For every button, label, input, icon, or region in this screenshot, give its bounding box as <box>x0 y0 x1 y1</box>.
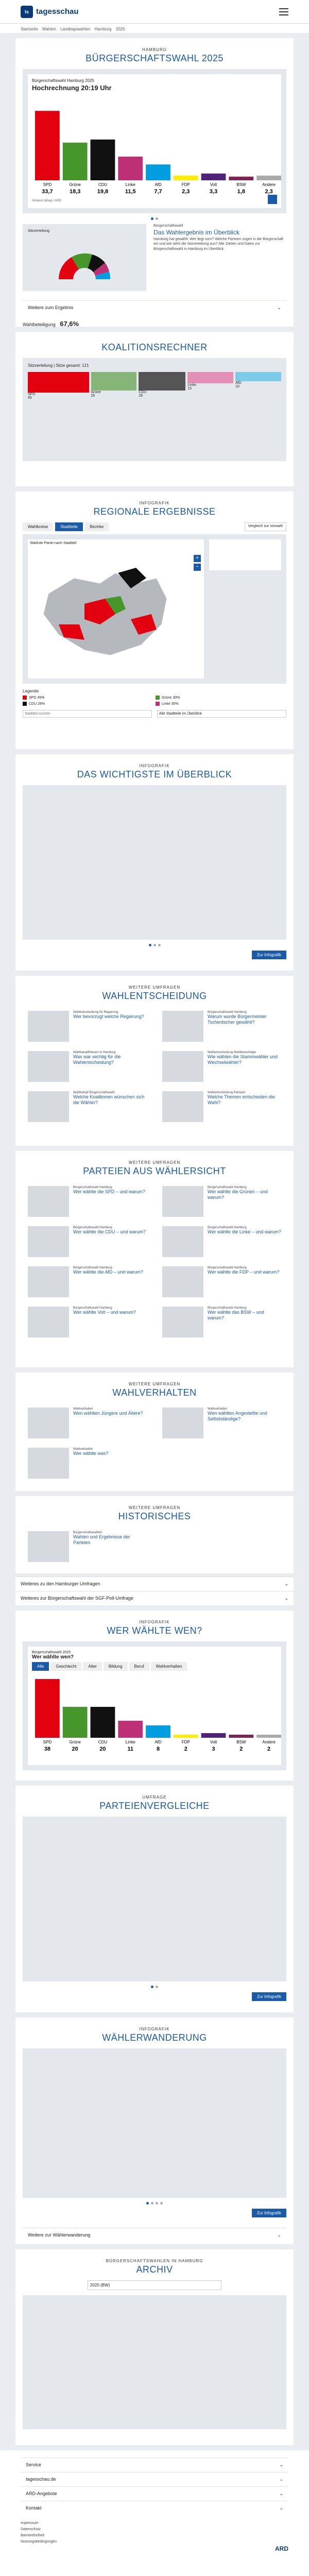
tick-label: Volt <box>210 182 217 187</box>
teaser[interactable]: Wahlentscheidung Parteien Welche Themen entscheiden die Wahl? <box>162 1091 281 1122</box>
result-source: Infratest dimap / ARD <box>32 199 62 202</box>
data-label: 2 <box>239 1746 243 1752</box>
legend-item: Linke 35% <box>156 702 286 706</box>
chevron-down-icon: ⌄ <box>284 1596 288 1601</box>
who-voted-chart-sub: Wer wählte wen? <box>32 1654 74 1660</box>
result-chart-card <box>23 69 286 213</box>
tick-label: CDU <box>98 1740 108 1744</box>
info-title: Das Wahlergebnis im Überblick <box>153 229 239 236</box>
migration-title: WÄHLERWANDERUNG <box>102 2032 207 2043</box>
tick-label: AfD <box>154 1740 162 1744</box>
teaser[interactable]: Bürgerschaftswahl Hamburg Wer wählte die CDU – und warum? <box>28 1226 147 1257</box>
carousel-dots <box>23 1986 286 1988</box>
teaser[interactable]: Wahlentscheidung für Regierung Wer bevorzugt welche Regierung? <box>28 1011 147 1042</box>
chevron-down-icon: ⌄ <box>279 2491 283 2496</box>
who-voted-section <box>15 1611 294 1781</box>
map-panel <box>28 539 204 679</box>
teaser[interactable]: Bürgerschaftswahl Hamburg Wer wählte Volt – und warum? <box>28 1307 147 1337</box>
bar-bsw[interactable] <box>229 177 253 180</box>
election-section <box>15 38 294 327</box>
survey-link[interactable]: Weiteres zu den Hamburger Umfragen ⌄ <box>15 1577 294 1591</box>
data-label: 20 <box>72 1746 78 1752</box>
footer <box>0 2450 309 2576</box>
regional-section <box>15 492 294 749</box>
overview-title: DAS WICHTIGSTE IM ÜBERBLICK <box>77 769 232 779</box>
data-label: 18,3 <box>69 189 81 195</box>
coalition-card <box>23 358 286 461</box>
behaviour-title: WAHLVERHALTEN <box>112 1387 197 1398</box>
filter-button[interactable]: Wahlverhalten <box>151 1662 187 1671</box>
decision-kicker: WEITERE UMFRAGEN <box>128 985 181 990</box>
bar-bsw[interactable] <box>229 1735 253 1738</box>
migration-button-row <box>23 2209 286 2217</box>
tick-label: BSW <box>236 182 246 187</box>
behaviour-grid <box>23 1403 286 1483</box>
who-voted-card <box>23 1641 286 1770</box>
party-view-section <box>15 1151 294 1367</box>
election-title: BÜRGERSCHAFTSWAHL 2025 <box>85 53 224 63</box>
teaser[interactable]: Bürgerschaftswahl Hamburg Warum wurde Bürgermeister Tschentscher gewählt? <box>162 1011 281 1042</box>
top-bar <box>0 0 309 24</box>
zoom-out-icon[interactable]: − <box>194 564 201 571</box>
result-detail-row <box>23 224 286 291</box>
tick-label: Grüne <box>69 1740 81 1744</box>
who-voted-bar-chart <box>32 1673 284 1755</box>
coalition-title: KOALITIONSRECHNER <box>101 342 208 352</box>
overview-slider <box>23 785 286 940</box>
decision-grid <box>23 1007 286 1126</box>
data-label: 38 <box>44 1746 51 1752</box>
breadcrumb <box>0 24 309 33</box>
footer-link[interactable]: Kontakt ⌄ <box>21 2501 288 2515</box>
ard-logo: ARD <box>275 2545 288 2552</box>
overview-section <box>15 754 294 971</box>
breadcrumb-item[interactable]: Landtagswahlen <box>60 27 91 31</box>
district-search-input[interactable] <box>23 710 152 718</box>
map-info-box <box>209 539 281 570</box>
who-voted-title: WER WÄHLTE WEN? <box>107 1625 202 1636</box>
logo[interactable] <box>21 6 79 18</box>
carousel-dot[interactable] <box>156 217 158 220</box>
bar-grüne[interactable] <box>63 1707 88 1738</box>
filter-button[interactable]: Alter <box>83 1662 101 1671</box>
migration-section <box>15 2018 294 2244</box>
carousel-dot[interactable] <box>160 2202 163 2205</box>
regional-tabs-row <box>23 522 286 531</box>
survey-link[interactable]: Weiteres zur Bürgerschaftswahl der SGF-Poll-Umfrage ⌄ <box>15 1591 294 1605</box>
tick-label: Grüne <box>69 182 81 187</box>
chevron-down-icon: ⌄ <box>277 305 281 310</box>
legend-grid <box>23 696 286 706</box>
history-kicker: WEITERE UMFRAGEN <box>128 1505 181 1510</box>
archive-year-select[interactable]: 2020 (BW) <box>88 2280 221 2290</box>
footer-link[interactable]: ARD-Angebote ⌄ <box>21 2486 288 2501</box>
data-label: 2,3 <box>182 189 190 195</box>
carousel-dot[interactable] <box>149 944 151 946</box>
map-legend <box>23 689 286 718</box>
logo-text: tagesschau <box>36 7 79 16</box>
bar-linke[interactable] <box>118 157 143 180</box>
footer-small-link[interactable]: Barrierefreiheit <box>21 2533 44 2537</box>
compare-section <box>15 1786 294 2012</box>
tick-label: SPD <box>43 1740 52 1744</box>
turnout-value: 67,6% <box>60 320 79 328</box>
tick-label: FDP <box>181 1740 190 1744</box>
carousel-dot[interactable] <box>146 2202 149 2205</box>
teaser[interactable]: Wahlverhalten Wer wählte was? <box>28 1448 147 1479</box>
history-grid <box>23 1527 286 1566</box>
compare-button[interactable]: Zur Infografik <box>252 1992 286 2001</box>
map-search-row <box>23 710 286 718</box>
tick-label: AfD <box>154 182 162 187</box>
turnout-label: Wahlbeteiligung <box>23 322 56 327</box>
election-kicker: HAMBURG <box>142 47 167 52</box>
data-label: 3,3 <box>209 189 218 195</box>
coalition-bar[interactable]: AfD 10 <box>235 372 281 388</box>
teaser[interactable]: Bürgerschaftswahl Hamburg Wer wählte das BSW – und warum? <box>162 1307 281 1337</box>
map-title: Stärkste Partei nach Stadtteil <box>30 541 77 545</box>
chevron-down-icon: ⌄ <box>284 1581 288 1586</box>
filter-button[interactable]: Bildung <box>104 1662 128 1671</box>
bar-spd[interactable] <box>35 111 60 180</box>
bar-cdu[interactable] <box>91 1707 115 1738</box>
teaser[interactable]: Wahlentscheidung Wahlberechtigte Wie wählen die Stammwähler und Wechselwähler? <box>162 1051 281 1082</box>
data-label: 2,3 <box>265 189 273 195</box>
data-label: 11,5 <box>125 189 136 195</box>
carousel-dot[interactable] <box>151 217 153 220</box>
archive-title: ARCHIV <box>136 2264 173 2275</box>
bar-spd[interactable] <box>35 1679 60 1738</box>
migration-button[interactable]: Zur Infografik <box>252 2209 286 2217</box>
legend-item: Grüne 30% <box>156 696 286 700</box>
data-label: 20 <box>99 1746 106 1752</box>
carousel-dot[interactable] <box>153 944 156 946</box>
compare-title: PARTEIENVERGLEICHE <box>99 1801 210 1811</box>
coalition-section <box>15 332 294 486</box>
breadcrumb-item[interactable]: 2025 <box>115 27 125 31</box>
carousel-dot[interactable] <box>151 1986 153 1988</box>
carousel-dot[interactable] <box>151 2202 153 2205</box>
data-label: 2 <box>184 1746 187 1752</box>
compare-toggle[interactable]: Vergleich zur Vorwahl <box>245 522 286 531</box>
coalition-bars <box>28 372 281 400</box>
footer-small-links <box>21 2520 288 2545</box>
archive-kicker: BÜRGERSCHAFTSWAHLEN IN HAMBURG <box>106 2259 203 2263</box>
teaser[interactable]: Bürgerschaftswahl Hamburg Wer wählte die FDP – und warum? <box>162 1266 281 1297</box>
behaviour-section <box>15 1372 294 1491</box>
tick-label: Linke <box>125 182 135 187</box>
chevron-down-icon: ⌄ <box>279 2462 283 2467</box>
decision-title: WAHLENTSCHEIDUNG <box>102 991 207 1001</box>
party-view-kicker: WEITERE UMFRAGEN <box>128 1160 181 1165</box>
footer-small-link[interactable]: Datenschutz <box>21 2527 41 2531</box>
data-label: 11 <box>127 1746 134 1752</box>
bar-afd[interactable] <box>146 1725 170 1738</box>
more-results-label: Weitere zum Ergebnis <box>28 305 74 310</box>
coalition-bar[interactable]: Grüne 25 <box>91 372 137 398</box>
breadcrumb-item[interactable]: Hamburg <box>94 27 112 31</box>
filter-button[interactable]: Alle <box>32 1662 49 1671</box>
tick-label: Linke <box>125 1740 135 1744</box>
teaser[interactable]: Wahlkampfthemen in Hamburg Was war wichtig für die Wahlentscheidung? <box>28 1051 147 1082</box>
tick-label: Andere <box>262 1740 276 1744</box>
compare-button-row <box>23 1992 286 2001</box>
result-bar-chart <box>32 95 284 198</box>
data-label: 19,8 <box>97 189 109 195</box>
filter-button[interactable]: Beruf <box>129 1662 149 1671</box>
data-label: 33,7 <box>42 189 53 195</box>
chevron-down-icon: ⌄ <box>279 2505 283 2511</box>
tab-bezirke[interactable]: Bezirke <box>85 522 109 531</box>
tick-label: BSW <box>236 1740 246 1744</box>
teaser[interactable]: Bürgerschaftswahl Hamburg Wer wählte die SPD – und warum? <box>28 1186 147 1217</box>
bar-linke[interactable] <box>118 1721 143 1738</box>
who-voted-kicker: INFOGRAFIK <box>139 1620 170 1624</box>
breadcrumb-item[interactable]: Wahlen <box>42 27 56 31</box>
legend-item: CDU 28% <box>23 702 153 706</box>
turnout-row <box>23 320 286 328</box>
bar-fdp[interactable] <box>174 1735 198 1738</box>
info-kicker: Bürgerschaftswahl <box>153 224 183 228</box>
carousel-dots <box>23 944 286 946</box>
archive-section <box>15 2249 294 2445</box>
bar-volt[interactable] <box>201 1733 226 1738</box>
tick-label: Andere <box>262 182 276 187</box>
carousel-dot[interactable] <box>158 944 161 946</box>
map-controls <box>194 555 201 571</box>
data-label: 1,8 <box>237 189 245 195</box>
carousel-dots <box>23 217 286 220</box>
regional-kicker: INFOGRAFIK <box>139 501 170 505</box>
district-table-link[interactable]: Alle Stadtteile im Überblick <box>157 710 286 718</box>
data-label: 2 <box>267 1746 271 1752</box>
history-section <box>15 1496 294 1573</box>
result-subtitle: Bürgerschaftswahl Hamburg 2025 <box>32 78 94 83</box>
bar-grüne[interactable] <box>63 143 88 180</box>
chevron-down-icon: ⌄ <box>279 2477 283 2482</box>
migration-slider <box>23 2048 286 2198</box>
bar-andere[interactable] <box>256 1735 281 1738</box>
seat-title: Sitzverteilung <box>28 229 50 233</box>
carousel-dots <box>23 2202 286 2205</box>
coalition-subtitle: Sitzverteilung | Sitze gesamt: 121 <box>28 363 89 368</box>
party-view-title: PARTEIEN AUS WÄHLERSICHT <box>83 1166 226 1176</box>
party-view-grid <box>23 1182 286 1342</box>
compare-slider <box>23 1817 286 1981</box>
data-label: 3 <box>212 1746 215 1752</box>
tick-label: FDP <box>181 182 190 187</box>
tick-label: Volt <box>210 1740 217 1744</box>
seat-hemicycle <box>28 233 141 284</box>
decision-section <box>15 976 294 1146</box>
carousel-dot[interactable] <box>156 2202 158 2205</box>
teaser[interactable]: Bürgerschaftswahlen Wahlen und Ergebnisse der Parteien <box>28 1531 147 1562</box>
who-voted-chart-title: Bürgerschaftswahl 2025 <box>32 1651 71 1654</box>
teaser[interactable]: Wahlverhalten Wen wählten Angestellte und Selbstständige? <box>162 1408 281 1438</box>
archive-panel <box>23 2295 286 2429</box>
migration-more-link[interactable]: Weitere zur Wählerwanderung ⌄ <box>23 2228 286 2242</box>
regional-tabs <box>23 522 109 531</box>
tick-label: SPD <box>43 182 52 187</box>
seat-card <box>23 224 146 291</box>
tab-stadtteile[interactable]: Stadtteile <box>55 522 82 531</box>
filter-button[interactable]: Geschlecht <box>50 1662 81 1671</box>
coalition-bar[interactable]: SPD 45 <box>28 372 89 400</box>
migration-kicker: INFOGRAFIK <box>139 2027 170 2031</box>
legend-title: Legende <box>23 689 39 693</box>
teaser[interactable]: Bürgerschaftswahl Hamburg Wer wählte die Linke – und warum? <box>162 1226 281 1257</box>
info-teaser[interactable] <box>153 224 286 291</box>
overview-button[interactable]: Zur Infografik <box>252 951 286 959</box>
footer-small-link[interactable]: Impressum <box>21 2521 39 2525</box>
bar-afd[interactable] <box>146 164 170 180</box>
regional-title: REGIONALE ERGEBNISSE <box>93 506 216 517</box>
overview-button-row <box>23 951 286 959</box>
data-label: 7,7 <box>154 189 162 195</box>
behaviour-kicker: WEITERE UMFRAGEN <box>128 1382 181 1386</box>
history-title: HISTORISCHES <box>118 1511 191 1521</box>
carousel-dot[interactable] <box>156 1986 158 1988</box>
share-icon[interactable] <box>268 195 277 204</box>
teaser[interactable]: Wahlkampf Bürgerschaftswahl Welche Koalitionen wünschen sich die Wähler? <box>28 1091 147 1122</box>
coalition-bar[interactable]: CDU 26 <box>139 372 185 398</box>
footer-link[interactable]: tagesschau.de ⌄ <box>21 2472 288 2486</box>
teaser[interactable]: Wahlverhalten Wen wählten Jüngere und Ältere? <box>28 1408 147 1438</box>
chevron-down-icon: ⌄ <box>277 2232 281 2238</box>
coalition-bar[interactable]: Linke 15 <box>187 372 233 391</box>
menu-icon[interactable] <box>279 8 288 15</box>
zoom-in-icon[interactable]: + <box>194 555 201 562</box>
overview-kicker: INFOGRAFIK <box>139 764 170 768</box>
legend-item: SPD 45% <box>23 696 153 700</box>
footer-link[interactable]: Service ⌄ <box>21 2458 288 2472</box>
breadcrumb-item[interactable]: Startseite <box>21 27 38 31</box>
compare-kicker: UMFRAGE <box>142 1795 167 1800</box>
info-text: Hamburg hat gewählt. Wer liegt vorn? Welche Parteien zogen in die Bürgerschaft ein und wie sieht die Sitzverteilung aus? Alle Zahlen und Daten zur Bürgerschaftswahl in Hamburg im Überblick. <box>153 238 283 251</box>
hamburg-map[interactable] <box>28 547 182 671</box>
teaser[interactable]: Bürgerschaftswahl Hamburg Wer wählte die AfD – und warum? <box>28 1266 147 1297</box>
bar-volt[interactable] <box>201 174 226 180</box>
teaser[interactable]: Bürgerschaftswahl Hamburg Wer wählte die Grünen – und warum? <box>162 1186 281 1217</box>
data-label: 8 <box>156 1746 160 1752</box>
who-voted-filters <box>32 1662 277 1671</box>
bar-andere[interactable] <box>256 176 281 180</box>
more-results-link[interactable] <box>23 300 286 315</box>
bar-cdu[interactable] <box>91 140 115 180</box>
result-headline: Hochrechnung 20:19 Uhr <box>32 84 112 92</box>
bar-fdp[interactable] <box>174 176 198 180</box>
footer-small-link[interactable]: Nutzungsbedingungen <box>21 2539 57 2544</box>
logo-mark: ts <box>21 6 33 18</box>
map-card <box>23 534 286 684</box>
tick-label: CDU <box>98 182 108 187</box>
tab-wahlkreise[interactable]: Wahlkreise <box>23 522 53 531</box>
